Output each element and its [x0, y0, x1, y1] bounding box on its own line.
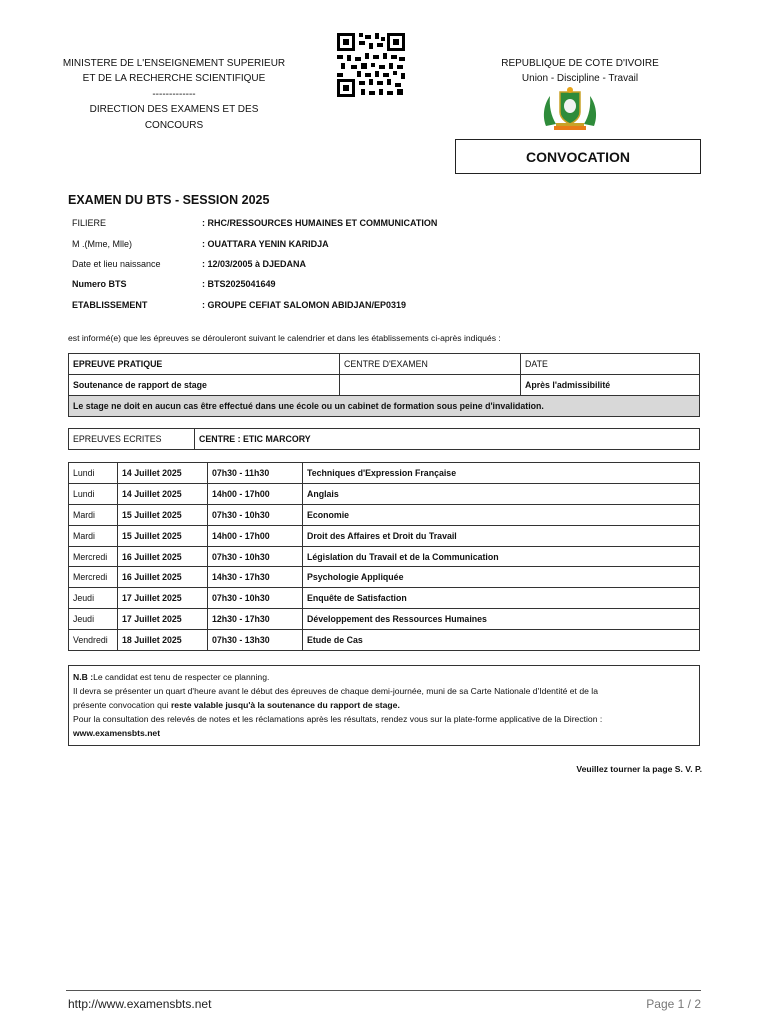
date: 15 Juillet 2025 [118, 504, 208, 525]
cell-centre [340, 375, 521, 396]
ecrites-label: EPREUVES ECRITES [69, 429, 195, 450]
time: 07h30 - 13h30 [208, 630, 303, 651]
direction-line: DIRECTION DES EXAMENS ET DES [89, 104, 259, 116]
time: 14h30 - 17h30 [208, 567, 303, 588]
info-row-birth [68, 254, 698, 274]
info-label: ETABLISSEMENT [72, 299, 148, 310]
nb-emphasis: reste valable jusqu'à la soutenance du rapport de stage. [170, 700, 400, 710]
convocation-title: CONVOCATION [455, 139, 701, 174]
coat-of-arms-icon [540, 86, 600, 134]
time: 07h30 - 10h30 [208, 588, 303, 609]
header-epreuve: EPREUVE PRATIQUE [69, 354, 340, 375]
table-row [69, 483, 700, 504]
nb-text: Le candidat est tenu de respecter ce planning. [93, 672, 270, 682]
time: 07h30 - 10h30 [208, 546, 303, 567]
subject: Anglais [303, 483, 700, 504]
subject: Développement des Ressources Humaines [303, 609, 700, 630]
table-row [69, 463, 700, 484]
day: Mardi [69, 504, 118, 525]
stage-warning: Le stage ne doit en aucun cas être effectué dans une école ou un cabinet de formation sous peine d'invalidation. [69, 396, 700, 417]
subject: Droit des Affaires et Droit du Travail [303, 525, 700, 546]
time: 12h30 - 17h30 [208, 609, 303, 630]
page-number: Page 1 / 2 [646, 997, 701, 1011]
info-value: : GROUPE CEFIAT SALOMON ABIDJAN/EP0319 [202, 299, 407, 310]
info-row-etablissement [68, 295, 698, 315]
nb-line [73, 670, 695, 684]
nota-bene-box [68, 665, 700, 746]
info-value: : 12/03/2005 à DJEDANA [202, 258, 307, 269]
time: 14h00 - 17h00 [208, 525, 303, 546]
date: 17 Juillet 2025 [118, 609, 208, 630]
date: 18 Juillet 2025 [118, 630, 208, 651]
table-row [69, 354, 700, 375]
day: Jeudi [69, 588, 118, 609]
nb-text: présente convocation qui [73, 700, 171, 710]
subject: Enquête de Satisfaction [303, 588, 700, 609]
date: 15 Juillet 2025 [118, 525, 208, 546]
republic-motto: Union - Discipline - Travail [521, 73, 639, 85]
footer-url[interactable]: http://www.examensbts.net [68, 997, 212, 1011]
direction-line: CONCOURS [144, 119, 204, 131]
time: 14h00 - 17h00 [208, 483, 303, 504]
header-date: DATE [521, 354, 700, 375]
table-row [69, 567, 700, 588]
table-row [69, 525, 700, 546]
info-value: : BTS2025041649 [202, 279, 276, 290]
info-label: M .(Mme, Mlle) [72, 238, 132, 249]
turn-page-note: Veuillez tourner la page S. V. P. [576, 764, 702, 774]
epreuves-ecrites-table [68, 428, 700, 450]
ecrites-centre: CENTRE : ETIC MARCORY [195, 429, 700, 450]
table-row [69, 609, 700, 630]
epreuve-pratique-table [68, 353, 700, 417]
ministry-separator: ------------- [152, 88, 196, 100]
republic-header [470, 56, 690, 87]
subject: Techniques d'Expression Française [303, 463, 700, 484]
time: 07h30 - 11h30 [208, 463, 303, 484]
info-label: Numero BTS [72, 279, 127, 290]
table-row [69, 504, 700, 525]
subject: Etude de Cas [303, 630, 700, 651]
nb-line: Il devra se présenter un quart d'heure avant le début des épreuves de chaque demi-journée, muni de sa Carte Nationale d'Identité et de la [73, 686, 598, 696]
nb-line [73, 698, 695, 712]
info-row-name [68, 233, 698, 253]
ministry-line: ET DE LA RECHERCHE SCIENTIFIQUE [82, 73, 266, 85]
schedule-table [68, 462, 700, 651]
day: Lundi [69, 483, 118, 504]
date: 17 Juillet 2025 [118, 588, 208, 609]
nb-prefix: N.B : [73, 672, 94, 682]
day: Mercredi [69, 567, 118, 588]
nb-link[interactable]: www.examensbts.net [73, 728, 161, 738]
ministry-line: MINISTERE DE L'ENSEIGNEMENT SUPERIEUR [62, 58, 286, 69]
day: Lundi [69, 463, 118, 484]
subject: Législation du Travail et de la Communication [303, 546, 700, 567]
ministry-header [62, 56, 286, 133]
time: 07h30 - 10h30 [208, 504, 303, 525]
day: Mardi [69, 525, 118, 546]
intro-text: est informé(e) que les épreuves se dérouleront suivant le calendrier et dans les établissements ci-après indiqués : [68, 333, 501, 343]
table-row [69, 588, 700, 609]
candidate-info [68, 213, 698, 315]
nb-line: Pour la consultation des relevés de notes et les réclamations après les résultats, rendez vous sur la plate-forme applicative de la Direction : [73, 714, 603, 724]
subject: Economie [303, 504, 700, 525]
date: 16 Juillet 2025 [118, 546, 208, 567]
table-row [69, 396, 700, 417]
table-row [69, 375, 700, 396]
date: 14 Juillet 2025 [118, 483, 208, 504]
info-label: FILIERE [72, 218, 107, 229]
header-centre: CENTRE D'EXAMEN [340, 354, 521, 375]
date: 16 Juillet 2025 [118, 567, 208, 588]
republic-name: REPUBLIQUE DE COTE D'IVOIRE [501, 58, 659, 69]
date: 14 Juillet 2025 [118, 463, 208, 484]
info-value: : OUATTARA YENIN KARIDJA [202, 238, 329, 249]
table-row [69, 546, 700, 567]
day: Jeudi [69, 609, 118, 630]
table-row [69, 630, 700, 651]
subject: Psychologie Appliquée [303, 567, 700, 588]
exam-title: EXAMEN DU BTS - SESSION 2025 [68, 193, 270, 207]
footer-divider [66, 990, 701, 991]
info-row-filiere [68, 213, 698, 233]
info-row-numero [68, 274, 698, 294]
day: Mercredi [69, 546, 118, 567]
day: Vendredi [69, 630, 118, 651]
info-label: Date et lieu naissance [72, 258, 161, 269]
cell-epreuve: Soutenance de rapport de stage [69, 375, 340, 396]
qr-code-icon [337, 33, 405, 97]
table-row [69, 429, 700, 450]
info-value: : RHC/RESSOURCES HUMAINES ET COMMUNICATION [202, 218, 438, 229]
cell-date: Après l'admissibilité [521, 375, 700, 396]
